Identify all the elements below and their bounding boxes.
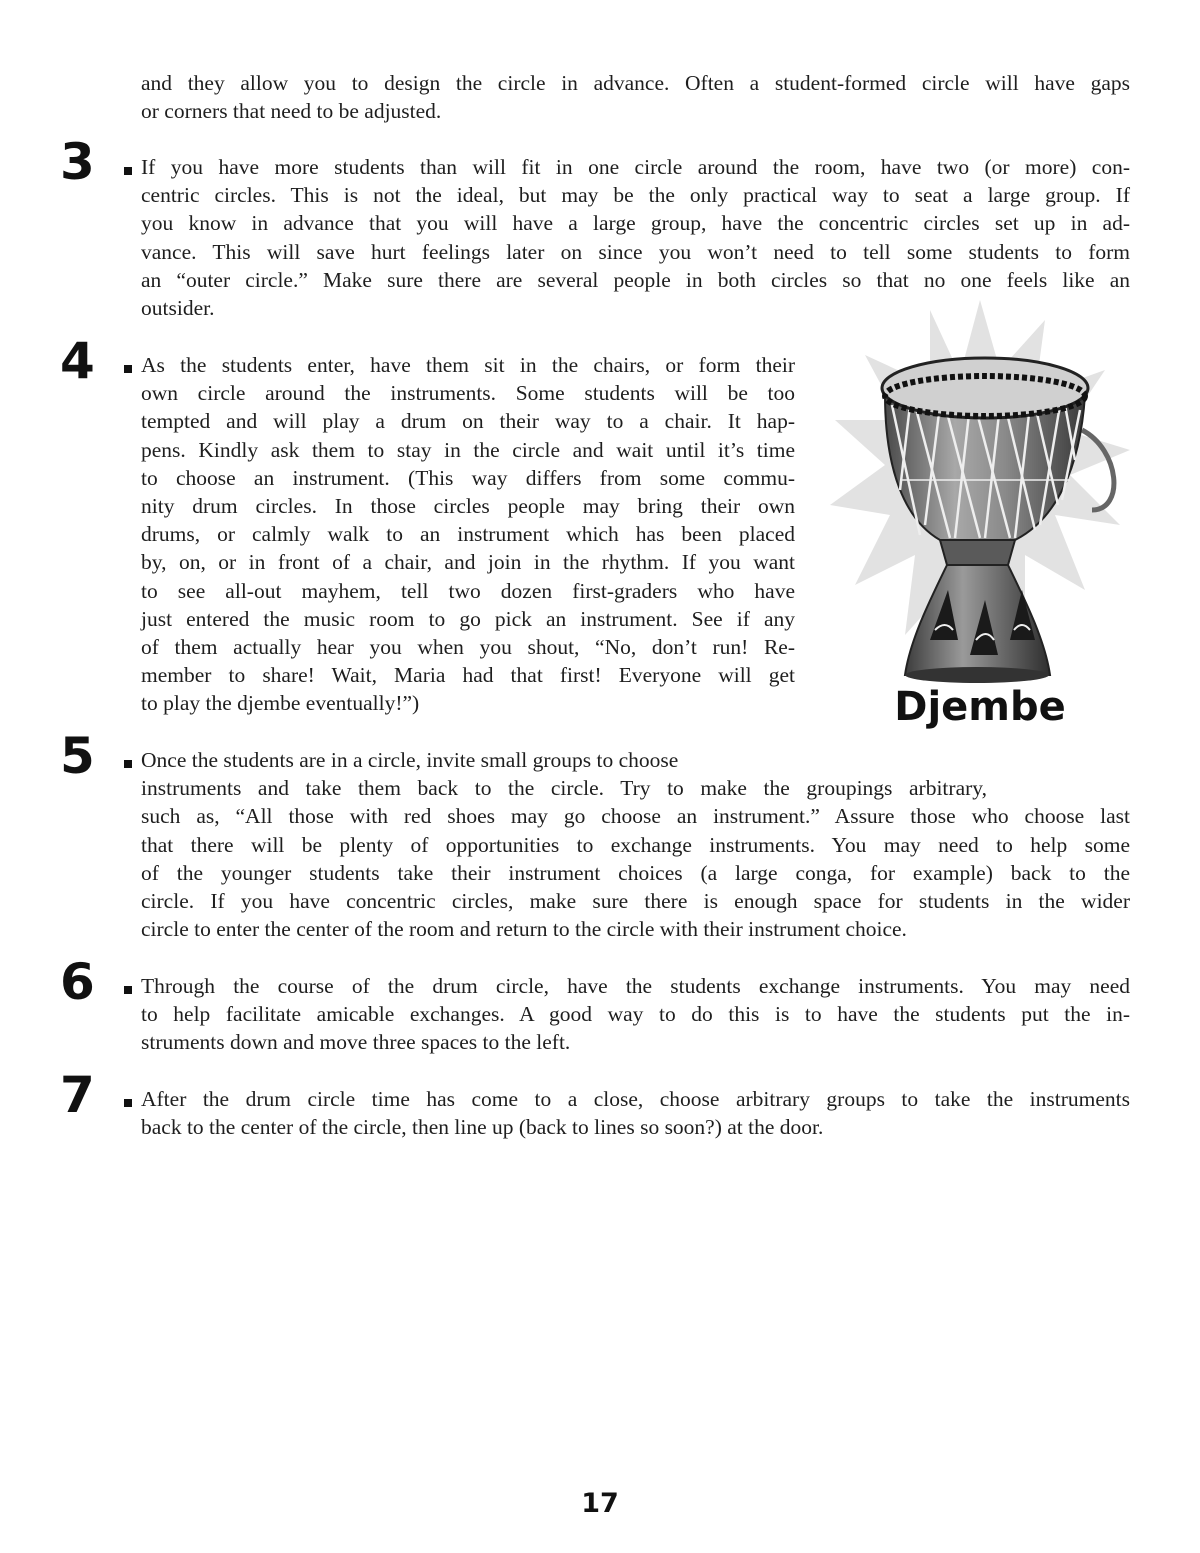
figure-caption: Djembe: [894, 684, 1066, 730]
number-bullet: [124, 1099, 132, 1107]
item-number-4: 4: [60, 332, 94, 390]
text-line: circle to enter the center of the room and return to the circle with their instrument choice.: [141, 917, 907, 942]
intro-paragraph: [141, 69, 1130, 125]
text-line: centric circles. This is not the ideal, but may be the only practical way to seat a large group. If: [141, 183, 1130, 208]
number-bullet: [124, 365, 132, 373]
text-line: pens. Kindly ask them to stay in the circle and wait until it’s time: [141, 437, 795, 462]
text-line: an “outer circle.” Make sure there are several people in both circles so that no one feels like an: [141, 267, 1130, 292]
text-line: of the younger students take their instrument choices (a large conga, for example) back to the: [141, 860, 1130, 885]
text-line: outsider.: [141, 296, 215, 321]
drum-bottom: [905, 667, 1049, 683]
text-line: and they allow you to design the circle in advance. Often a student-formed circle will have gaps: [141, 71, 1130, 95]
text-line: nity drum circles. In those circles people may bring their own: [141, 494, 795, 519]
djembe-drum-icon: [830, 300, 1130, 740]
text-line: Once the students are in a circle, invite small groups to choose: [141, 748, 679, 772]
item-7-paragraph: [141, 1085, 1130, 1141]
item-3-paragraph: [141, 153, 1130, 322]
drum-waist: [940, 540, 1015, 565]
item-number-5: 5: [60, 727, 94, 785]
item-number-7: 7: [60, 1066, 94, 1124]
item-4-paragraph: [141, 351, 795, 718]
text-line: As the students enter, have them sit in the chairs, or form their: [141, 353, 795, 377]
text-line: to see all-out mayhem, tell two dozen first-graders who have: [141, 578, 795, 603]
text-line: just entered the music room to go pick an instrument. See if any: [141, 606, 795, 631]
text-line: to play the djembe eventually!”): [141, 691, 420, 716]
text-line: tempted and will play a drum on their way to a chair. It hap-: [141, 409, 795, 434]
text-line: instruments and take them back to the circle. Try to make the groupings arbitrary,: [141, 776, 987, 801]
text-line: of them actually hear you when you shout, “No, don’t run! Re-: [141, 635, 795, 660]
text-line: to help facilitate amicable exchanges. A good way to do this is to have the students put the in-: [141, 1002, 1130, 1027]
item-number-6: 6: [60, 953, 94, 1011]
number-bullet: [124, 986, 132, 994]
number-bullet: [124, 167, 132, 175]
text-line: such as, “All those with red shoes may go choose an instrument.” Assure those who choose last: [141, 804, 1130, 829]
text-line: If you have more students than will fit in one circle around the room, have two (or more) con-: [141, 155, 1130, 179]
page-number: 17: [581, 1488, 619, 1519]
text-line: back to the center of the circle, then line up (back to lines so soon?) at the door.: [141, 1115, 824, 1140]
item-5-paragraph: [141, 746, 1130, 943]
text-line: drums, or calmly walk to an instrument which has been placed: [141, 522, 795, 547]
text-line: or corners that need to be adjusted.: [141, 99, 442, 124]
text-line: After the drum circle time has come to a close, choose arbitrary groups to take the instruments: [141, 1087, 1130, 1111]
text-line: Through the course of the drum circle, have the students exchange instruments. You may need: [141, 974, 1130, 998]
text-line: member to share! Wait, Maria had that first! Everyone will get: [141, 663, 795, 688]
text-line: to choose an instrument. (This way differs from some commu-: [141, 465, 795, 490]
text-line: vance. This will save hurt feelings later on since you won’t need to tell some students to form: [141, 239, 1130, 264]
item-6-paragraph: [141, 972, 1130, 1057]
text-line: you know in advance that you will have a large group, have the concentric circles set up in ad-: [141, 211, 1130, 236]
djembe-figure: [830, 300, 1130, 740]
text-line: struments down and move three spaces to the left.: [141, 1030, 571, 1055]
item-number-3: 3: [60, 133, 94, 191]
text-line: own circle around the instruments. Some students will be too: [141, 381, 795, 406]
text-line: circle. If you have concentric circles, make sure there is enough space for students in the wider: [141, 889, 1130, 914]
text-line: that there will be plenty of opportunities to exchange instruments. You may need to help some: [141, 832, 1130, 857]
number-bullet: [124, 760, 132, 768]
text-line: by, on, or in front of a chair, and join in the rhythm. If you want: [141, 550, 795, 575]
